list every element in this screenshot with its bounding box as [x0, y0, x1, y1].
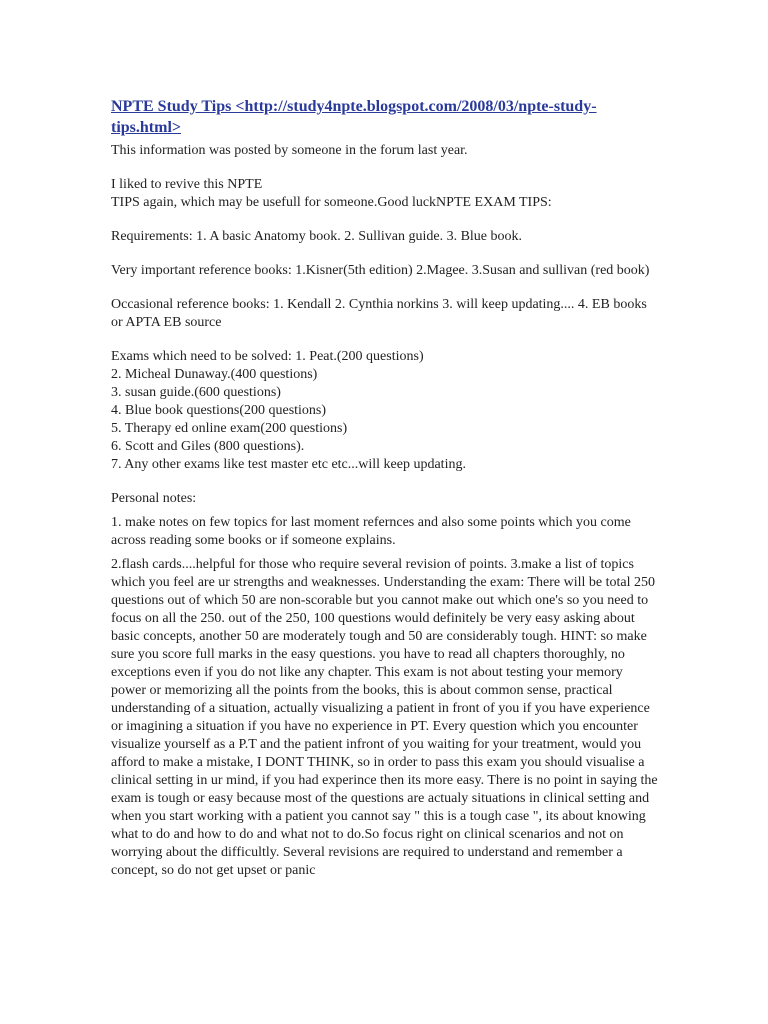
very-important-books-paragraph: Very important reference books: 1.Kisner(5th edition) 2.Magee. 3.Susan and sullivan (red book) [111, 263, 650, 278]
occasional-books-paragraph: Occasional reference books: 1. Kendall 2. Cynthia norkins 3. will keep updating.... 4. EB books or APTA EB source [111, 297, 647, 330]
exams-item: Exams which need to be solved: 1. Peat.(200 questions) [111, 349, 424, 364]
title-link[interactable]: NPTE Study Tips <http://study4npte.blogspot.com/2008/03/npte-study-tips.html> [111, 98, 597, 136]
note-2-paragraph: 2.flash cards....helpful for those who require several revision of points. 3.make a list of topics which you feel are ur strengths and weaknesses. Understanding the exam: There will be total 250 questions out of which 50 are non-scorable but you cannot make out which one's so you need to focus on all the 250. out of the 250, 100 questions would definitely be very easy asking about basic concepts, another 50 are moderately tough and 50 are considerably tough. HINT: so make sure you score full marks in the easy questions. you have to read all chapters thoroughly, no exceptions even if you do not like any chapter. This exam is not about testing your memory power or memorizing all the points from the books, this is about common sense, practical understanding of a situation, actually visualizing a patient in front of you if you have experience or imagining a situation if you have no experience in PT. Every question which you encounter visualize yourself as a P.T and the patient infront of you waiting for your treatment, would you afford to make a mistake, I DONT THINK, so in order to pass this exam you should visualise a clinical setting in ur mind, if you had experince then its more easy. There is no point in saying the exam is tough or easy because most of the questions are actualy situations in clinical setting and when you start working with a patient you cannot say " this is a tough case ", its about knowing what to do and how to do and what not to do.So focus right on clinical scenarios and not on worrying about the difficultly. Several revisions are required to understand and remember a concept, so do not get upset or panic [111, 557, 658, 878]
document-page [111, 96, 661, 880]
exams-item: 6. Scott and Giles (800 questions). [111, 439, 305, 454]
exams-item: 4. Blue book questions(200 questions) [111, 403, 327, 418]
note-1-paragraph: 1. make notes on few topics for last moment refernces and also some points which you come across reading some books or if someone explains. [111, 515, 631, 548]
exams-item: 5. Therapy ed online exam(200 questions) [111, 421, 348, 436]
exams-item: 3. susan guide.(600 questions) [111, 385, 281, 400]
personal-notes-heading: Personal notes: [111, 491, 197, 506]
exams-item: 2. Micheal Dunaway.(400 questions) [111, 367, 318, 382]
requirements-paragraph: Requirements: 1. A basic Anatomy book. 2. Sullivan guide. 3. Blue book. [111, 229, 523, 244]
revive-line-2: TIPS again, which may be usefull for someone.Good luckNPTE EXAM TIPS: [111, 195, 552, 210]
exams-list [111, 348, 661, 474]
intro-paragraph: This information was posted by someone in the forum last year. [111, 143, 468, 158]
exams-item: 7. Any other exams like test master etc etc...will keep updating. [111, 457, 466, 472]
revive-line-1: I liked to revive this NPTE [111, 177, 263, 192]
